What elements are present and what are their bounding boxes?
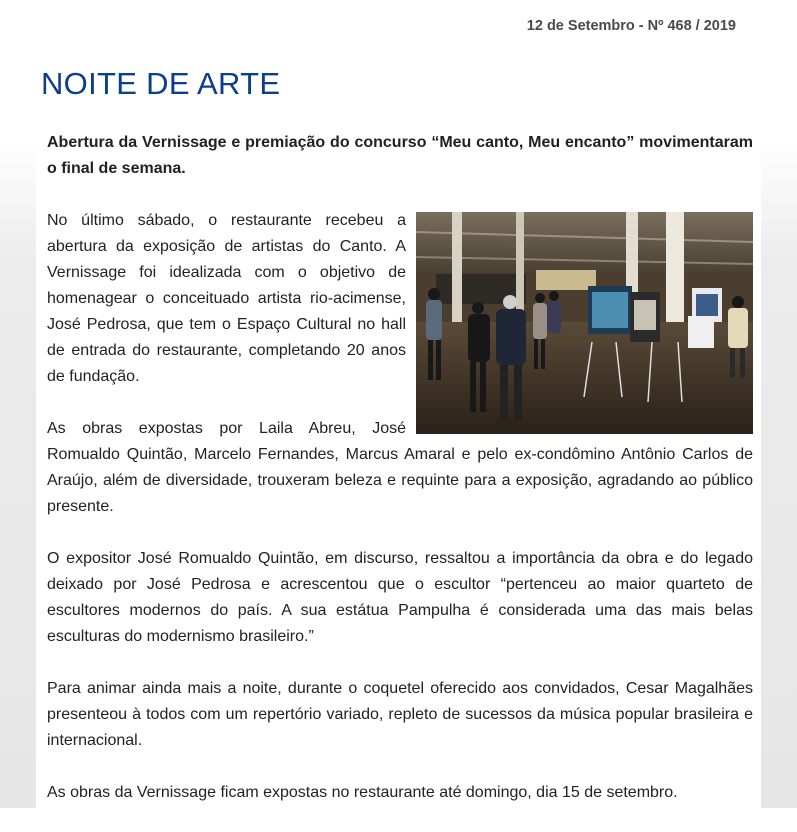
article-paragraph: No último sábado, o restaurante recebeu a abertura da exposição de artistas do Canto. A Vernissage foi idealizada com o objetivo de homenagear o conceituado artista rio-acimense, José Pedrosa, que tem o Espaço Cultural no hall de entrada do restaurante, completando 20 anos de fundação. [47, 212, 406, 385]
article-body [47, 130, 753, 832]
article-title: NOITE DE ARTE [41, 66, 281, 101]
article-paragraph: Para animar ainda mais a noite, durante o coquetel oferecido aos convidados, Cesar Magalhães presenteou à todos com um repertório variado, repleto de sucessos da música popular brasileira e internacional. [47, 680, 753, 749]
issue-date: 12 de Setembro - Nº 468 / 2019 [526, 18, 736, 34]
article-paragraph: As obras da Vernissage ficam expostas no restaurante até domingo, dia 15 de setembro. [47, 784, 678, 801]
exhibition-photo-icon [416, 212, 753, 434]
article-paragraph: O expositor José Romualdo Quintão, em discurso, ressaltou a importância da obra e do legado deixado por José Pedrosa e acrescentou que o escultor “pertenceu ao maior quarteto de escultores modernos do país. A sua estátua Pampulha é considerada uma das mais belas esculturas do modernismo brasileiro.” [47, 550, 753, 645]
article-paragraph: As obras expostas por Laila Abreu, José Romualdo Quintão, Marcelo Fernandes, Marcus Amaral e pelo ex-condômino Antônio Carlos de Araújo, além de diversidade, trouxeram beleza e requinte para a exposição, agradando ao público presente. [47, 420, 753, 515]
article-lead: Abertura da Vernissage e premiação do concurso “Meu canto, Meu encanto” movimentaram o final de semana. [47, 134, 753, 177]
exhibition-photo [416, 212, 753, 434]
